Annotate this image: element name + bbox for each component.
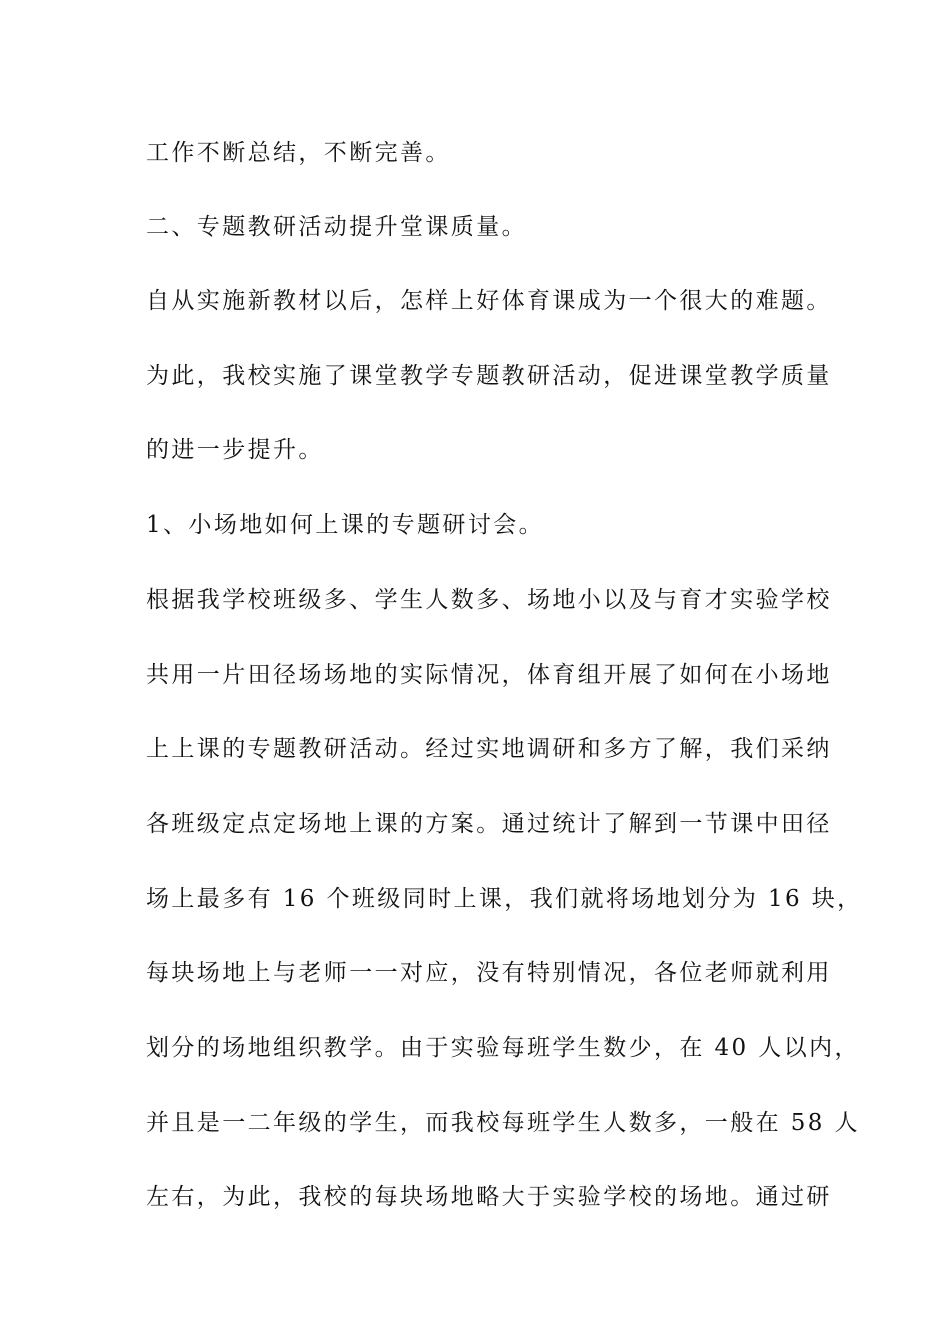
paragraph-line-3: 自从实施新教材以后，怎样上好体育课成为一个很大的难题。: [146, 288, 832, 314]
section-heading: 二、专题教研活动提升堂课质量。: [146, 214, 527, 240]
paragraph-line-15: 左右，为此，我校的每块场地略大于实验学校的场地。通过研: [146, 1184, 832, 1210]
paragraph-line-7: 根据我学校班级多、学生人数多、场地小以及与育才实验学校: [146, 587, 832, 613]
paragraph-line-13: 划分的场地组织教学。由于实验每班学生数少，在 40 人以内，: [146, 1035, 860, 1061]
paragraph-line-11: 场上最多有 16 个班级同时上课，我们就将场地划分为 16 块，: [146, 886, 863, 912]
paragraph-line-4: 为此，我校实施了课堂教学专题教研活动，促进课堂教学质量: [146, 363, 832, 389]
subsection-heading: 1、小场地如何上课的专题研讨会。: [146, 512, 545, 538]
paragraph-line-5: 的进一步提升。: [146, 437, 324, 463]
paragraph-line-10: 各班级定点定场地上课的方案。通过统计了解到一节课中田径: [146, 811, 832, 837]
paragraph-line-9: 上上课的专题教研活动。经过实地调研和多方了解，我们采纳: [146, 736, 832, 762]
paragraph-line-14: 并且是一二年级的学生，而我校每班学生人数多，一般在 58 人: [146, 1110, 860, 1136]
paragraph-line-8: 共用一片田径场场地的实际情况，体育组开展了如何在小场地: [146, 662, 832, 688]
paragraph-line-12: 每块场地上与老师一一对应，没有特别情况，各位老师就利用: [146, 960, 832, 986]
paragraph-line-1: 工作不断总结，不断完善。: [146, 140, 451, 166]
